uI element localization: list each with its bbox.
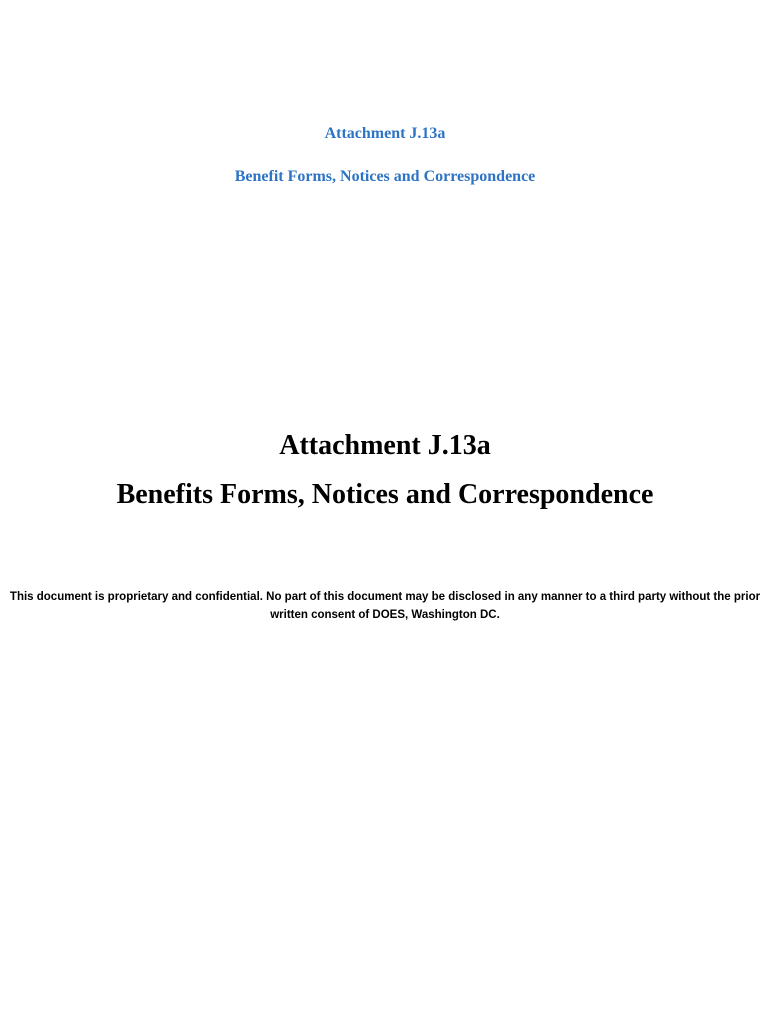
page-title: Attachment J.13a <box>279 430 491 461</box>
page-subtitle: Benefits Forms, Notices and Correspondence <box>116 479 654 510</box>
header-subtitle: Benefit Forms, Notices and Correspondence <box>234 168 536 185</box>
header-attachment-label: Attachment J.13a <box>324 125 446 142</box>
confidentiality-notice: This document is proprietary and confidential. No part of this document may be disclosed in any manner to a third party without the prior written consent of DOES, Washington DC. <box>9 591 761 621</box>
